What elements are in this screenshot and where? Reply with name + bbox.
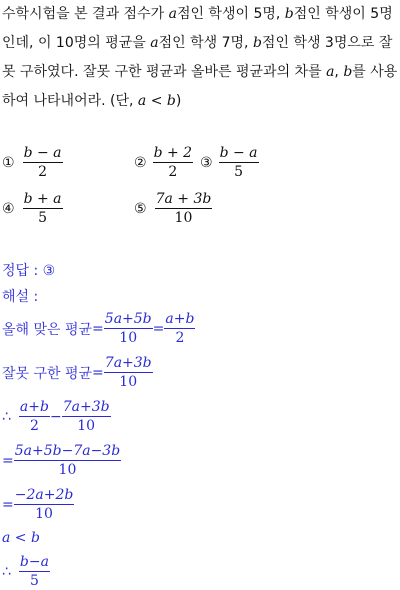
solution-step-3: = $\frac{-2a+2b}{10}$	[2, 487, 74, 522]
problem-line-3: 못 구하였다. 잘못 구한 평균과 올바른 평균과의 차를 a, b를 사용	[2, 64, 398, 80]
choice-5[interactable]	[134, 190, 212, 227]
correct-average-fraction-2: $\frac{a+b}{2}$	[165, 311, 195, 346]
choice-5-mark: ⑤	[134, 200, 147, 217]
solution-difference: ∴ $\frac{a+b}{2}$ − $\frac{7a+3b}{10}$	[2, 399, 110, 434]
choice-3-mark: ③	[200, 154, 213, 171]
solution-step-2: = $\frac{5a+5b-7a-3b}{10}$	[2, 443, 121, 478]
choice-1[interactable]	[2, 144, 63, 181]
solution-correct-average: 올해 맞은 평균 = $\frac{5a+5b}{10}$ = $\frac{a+b}{2}$	[2, 311, 195, 346]
wrong-average-label: 잘못 구한 평균	[2, 365, 93, 382]
problem-line-1: 수학시험을 본 결과 점수가 a점인 학생이 5명, b점인 학생이 5명	[2, 6, 393, 22]
wrong-average-fraction: $\frac{7a+3b}{10}$	[104, 355, 152, 390]
result-therefore-symbol: ∴	[2, 563, 11, 580]
choice-4[interactable]	[2, 190, 63, 227]
correct-average-label: 올해 맞은 평균	[2, 321, 93, 338]
difference-fraction-2: $\frac{7a+3b}{10}$	[62, 399, 110, 434]
step-3-fraction: $\frac{-2a+2b}{10}$	[14, 487, 74, 522]
solution-wrong-average: 잘못 구한 평균 = $\frac{7a+3b}{10}$	[2, 355, 152, 390]
choice-1-fraction: $\frac{b - a}{2}$	[23, 145, 62, 180]
answer-label: 정답 : ③	[2, 263, 56, 279]
step-2-fraction: $\frac{5a+5b-7a-3b}{10}$	[14, 443, 121, 478]
choice-4-mark: ④	[2, 200, 15, 217]
choice-2-mark: ②	[134, 154, 147, 171]
choice-2-fraction: $\frac{b + 2}{2}$	[153, 145, 193, 180]
choice-4-fraction: $\frac{b + a}{5}$	[23, 191, 62, 226]
difference-fraction-1: $\frac{a+b}{2}$	[19, 399, 49, 434]
choice-3-fraction: $\frac{b - a}{5}$	[219, 145, 258, 180]
therefore-symbol: ∴	[2, 408, 11, 425]
choice-3[interactable]	[200, 144, 259, 181]
problem-line-2: 인데, 이 10명의 평균을 a점인 학생 7명, b점인 학생 3명으로 잘	[2, 35, 393, 51]
solution-condition: a < b	[2, 530, 40, 546]
choice-1-mark: ①	[2, 154, 15, 171]
result-fraction: $\frac{b-a}{5}$	[19, 554, 49, 589]
solution-result	[2, 553, 50, 590]
problem-line-4: 하여 나타내어라. (단, a < b)	[2, 93, 182, 109]
choice-5-fraction: $\frac{7a + 3b}{10}$	[155, 191, 212, 226]
solution-heading: 해설 :	[2, 289, 39, 305]
choice-2[interactable]	[134, 144, 193, 181]
correct-average-fraction-1: $\frac{5a+5b}{10}$	[104, 311, 152, 346]
